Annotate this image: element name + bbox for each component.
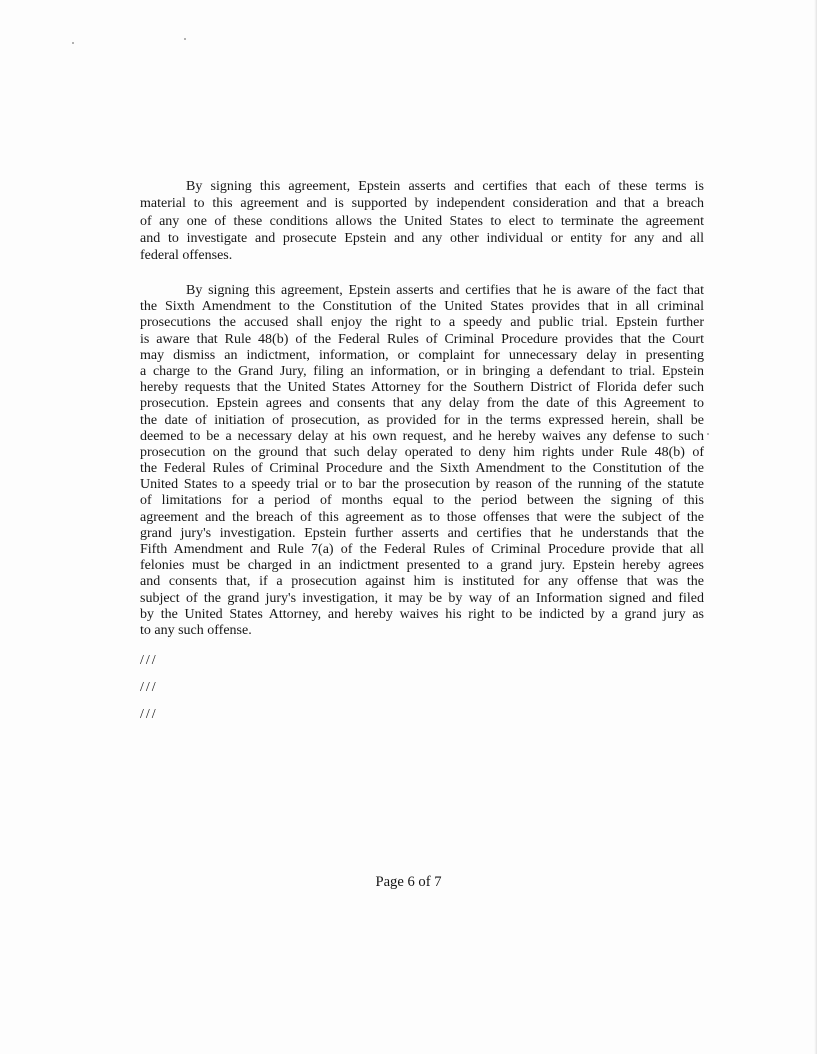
text-line: to any such offense. [140, 622, 252, 638]
text-line: By signing this agreement, Epstein asserts and certifies that he is aware of the fact that [186, 283, 704, 298]
separator-slashes: /// [140, 680, 158, 695]
text-line: federal offenses. [140, 248, 233, 264]
text-line: by the United States Attorney, and hereby waives his right to be indicted by a grand jury as [140, 606, 704, 622]
page-number: Page 6 of 7 [375, 874, 442, 890]
text-line: and to investigate and prosecute Epstein and any other individual or entity for any and all [140, 230, 704, 246]
text-line: felonies must be charged in an indictment presented to a grand jury. Epstein hereby agrees [140, 558, 704, 574]
text-line: By signing this agreement, Epstein asserts and certifies that each of these terms is [186, 179, 704, 194]
text-line: deemed to be a necessary delay at his own request, and he hereby waives any defense to such [140, 428, 704, 444]
text-line: prosecutions the accused shall enjoy the right to a speedy and public trial. Epstein further [140, 315, 704, 331]
text-line: the Federal Rules of Criminal Procedure and the Sixth Amendment to the Constitution of the [140, 461, 704, 477]
text-line: is aware that Rule 48(b) of the Federal Rules of Criminal Procedure provides that the Court [140, 331, 704, 347]
text-line: of limitations for a period of months equal to the period between the signing of this [140, 493, 704, 509]
scan-speck [707, 433, 709, 435]
text-line: may dismiss an indictment, information, or complaint for unnecessary delay in presenting [140, 347, 704, 363]
text-line: prosecution. Epstein agrees and consents that any delay from the date of this Agreement to [140, 396, 704, 412]
text-line: a charge to the Grand Jury, filing an information, or in bringing a defendant to trial. Epstein [140, 363, 704, 379]
text-line: subject of the grand jury's investigation, it may be by way of an Information signed and filed [140, 590, 704, 606]
scan-speck [72, 42, 74, 44]
paragraph-breach-terms [140, 178, 704, 264]
text-line: agreement and the breach of this agreement as to those offenses that were the subject of the [140, 509, 704, 525]
text-line: of any one of these conditions allows the United States to elect to terminate the agreement [140, 213, 704, 229]
scan-speck [184, 38, 186, 40]
text-line: hereby requests that the United States Attorney for the Southern District of Florida defer such [140, 380, 704, 396]
separator-slashes: /// [140, 707, 158, 722]
separator-slashes: /// [140, 653, 158, 668]
text-line: prosecution on the ground that such delay operated to deny him rights under Rule 48(b) of [140, 444, 704, 460]
text-line: United States to a speedy trial or to bar the prosecution by reason of the running of the statute [140, 477, 704, 493]
text-line: material to this agreement and is supported by independent consideration and that a breach [140, 196, 704, 212]
text-line: and consents that, if a prosecution against him is instituted for any offense that was the [140, 574, 704, 590]
text-line: Fifth Amendment and Rule 7(a) of the Federal Rules of Criminal Procedure provide that all [140, 542, 704, 557]
paragraph-speedy-trial-waiver [140, 283, 704, 639]
text-line: the date of initiation of prosecution, as provided for in the terms expressed herein, shall be [140, 412, 704, 428]
text-line: grand jury's investigation. Epstein further asserts and certifies that he understands that the [140, 525, 704, 541]
text-line: the Sixth Amendment to the Constitution of the United States provides that in all criminal [140, 299, 704, 315]
